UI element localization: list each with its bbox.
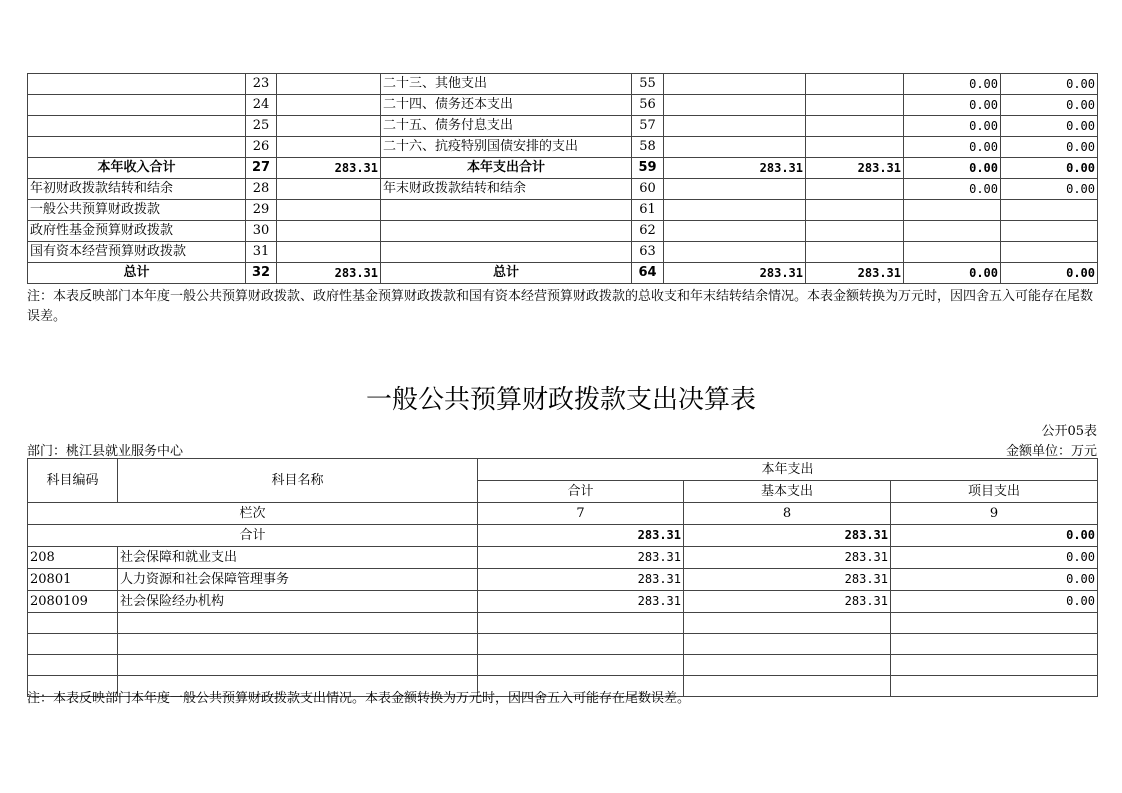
department-label: 部门：桃江县就业服务中心 (27, 444, 184, 459)
income-item-name (28, 116, 246, 137)
subject-name: 人力资源和社会保障管理事务 (118, 569, 478, 591)
page-title: 一般公共预算财政拨款支出决算表 (365, 385, 756, 415)
expense-line-number: 56 (632, 95, 664, 116)
income-line-number: 31 (246, 242, 277, 263)
expense-amount-2 (806, 179, 904, 200)
expense-total: 283.31 (478, 591, 684, 613)
income-amount (277, 221, 381, 242)
sum-total: 283.31 (478, 525, 684, 547)
form-code: 公开05表 (1041, 424, 1097, 439)
table-row (28, 655, 1098, 676)
column-index-row (28, 503, 1098, 525)
subject-name: 社会保障和就业支出 (118, 547, 478, 569)
summary-table-body (28, 74, 1098, 284)
expense-item-name (381, 200, 632, 221)
expense-basic: 283.31 (684, 547, 891, 569)
expense-item-name (381, 242, 632, 263)
expense-project: 0.00 (891, 569, 1098, 591)
expense-amount-2 (806, 137, 904, 158)
expense-amount-4 (1001, 242, 1098, 263)
table-row (28, 242, 1098, 263)
header-project-expense: 项目支出 (891, 481, 1098, 503)
expense-basic: 283.31 (684, 569, 891, 591)
column-index-project: 9 (891, 503, 1098, 525)
revenue-expense-summary-table (27, 73, 1098, 284)
income-amount (277, 137, 381, 158)
income-amount: 283.31 (277, 263, 381, 284)
table-row (28, 116, 1098, 137)
subject-name: 社会保险经办机构 (118, 591, 478, 613)
expense-amount-1 (664, 137, 806, 158)
sum-project: 0.00 (891, 525, 1098, 547)
table2-footnote: 注：本表反映部门本年度一般公共预算财政拨款支出情况。本表金额转换为万元时，因四舍五入可能存在尾数误差。 (27, 691, 691, 706)
expense-amount-3: 0.00 (904, 137, 1001, 158)
income-line-number: 30 (246, 221, 277, 242)
expense-line-number: 55 (632, 74, 664, 95)
income-line-number: 26 (246, 137, 277, 158)
expense-item-name (381, 221, 632, 242)
header-basic-expense: 基本支出 (684, 481, 891, 503)
expense-project (891, 634, 1098, 655)
expense-amount-4: 0.00 (1001, 95, 1098, 116)
table-row (28, 158, 1098, 179)
expense-amount-3 (904, 200, 1001, 221)
expense-total: 283.31 (478, 569, 684, 591)
header-year-expense: 本年支出 (478, 459, 1098, 481)
expense-item-name: 本年支出合计 (381, 158, 632, 179)
expense-amount-2 (806, 242, 904, 263)
income-item-name: 政府性基金预算财政拨款 (28, 221, 246, 242)
table1-footnote: 注：本表反映部门本年度一般公共预算财政拨款、政府性基金预算财政拨款和国有资本经营预算财政拨款的总收支和年末结转结余情况。本表金额转换为万元时，因四舍五入可能存在尾数误差。 (27, 289, 1094, 324)
subject-code (28, 634, 118, 655)
expense-item-name: 二十五、债务付息支出 (381, 116, 632, 137)
expense-amount-1 (664, 200, 806, 221)
income-item-name: 国有资本经营预算财政拨款 (28, 242, 246, 263)
expense-amount-3 (904, 242, 1001, 263)
column-index-total: 7 (478, 503, 684, 525)
expense-amount-4 (1001, 200, 1098, 221)
expense-amount-4: 0.00 (1001, 74, 1098, 95)
expense-amount-3: 0.00 (904, 179, 1001, 200)
expense-item-name: 年末财政拨款结转和结余 (381, 179, 632, 200)
income-amount (277, 95, 381, 116)
expense-project (891, 676, 1098, 697)
subject-name (118, 634, 478, 655)
income-line-number: 24 (246, 95, 277, 116)
expense-amount-4: 0.00 (1001, 137, 1098, 158)
table-row (28, 547, 1098, 569)
income-item-name: 年初财政拨款结转和结余 (28, 179, 246, 200)
expense-total: 283.31 (478, 547, 684, 569)
income-item-name: 总计 (28, 263, 246, 284)
income-item-name (28, 137, 246, 158)
expense-basic (684, 634, 891, 655)
expense-amount-3: 0.00 (904, 116, 1001, 137)
general-budget-expense-table (27, 458, 1098, 697)
expense-amount-2 (806, 200, 904, 221)
income-line-number: 25 (246, 116, 277, 137)
expense-amount-3: 0.00 (904, 95, 1001, 116)
subject-code: 2080109 (28, 591, 118, 613)
income-item-name: 本年收入合计 (28, 158, 246, 179)
income-amount (277, 179, 381, 200)
expense-amount-2: 283.31 (806, 158, 904, 179)
subject-name (118, 613, 478, 634)
expense-basic (684, 655, 891, 676)
subject-name (118, 655, 478, 676)
expense-project: 0.00 (891, 547, 1098, 569)
expense-amount-1: 283.31 (664, 158, 806, 179)
table-row (28, 95, 1098, 116)
expense-amount-1: 283.31 (664, 263, 806, 284)
expense-amount-1 (664, 179, 806, 200)
expense-amount-1 (664, 116, 806, 137)
expense-amount-3: 0.00 (904, 263, 1001, 284)
expense-amount-2 (806, 74, 904, 95)
income-item-name (28, 95, 246, 116)
column-index-basic: 8 (684, 503, 891, 525)
table-row (28, 569, 1098, 591)
income-item-name (28, 74, 246, 95)
header-row (28, 459, 1098, 481)
expense-amount-4: 0.00 (1001, 179, 1098, 200)
subject-code (28, 613, 118, 634)
expense-amount-2 (806, 221, 904, 242)
expense-line-number: 62 (632, 221, 664, 242)
table-row (28, 263, 1098, 284)
income-line-number: 32 (246, 263, 277, 284)
expense-basic (684, 613, 891, 634)
table-row (28, 591, 1098, 613)
expense-amount-2 (806, 116, 904, 137)
expense-amount-3: 0.00 (904, 158, 1001, 179)
sum-label: 合计 (28, 525, 478, 547)
expense-amount-4: 0.00 (1001, 158, 1098, 179)
expense-total (478, 613, 684, 634)
expense-amount-4: 0.00 (1001, 116, 1098, 137)
expense-item-name: 二十四、债务还本支出 (381, 95, 632, 116)
income-item-name: 一般公共预算财政拨款 (28, 200, 246, 221)
expense-amount-2: 283.31 (806, 263, 904, 284)
expense-total (478, 634, 684, 655)
header-total: 合计 (478, 481, 684, 503)
income-amount (277, 242, 381, 263)
income-line-number: 27 (246, 158, 277, 179)
income-amount (277, 74, 381, 95)
expense-amount-4: 0.00 (1001, 263, 1098, 284)
expense-item-name: 二十六、抗疫特别国债安排的支出 (381, 137, 632, 158)
expense-line-number: 59 (632, 158, 664, 179)
expense-line-number: 61 (632, 200, 664, 221)
subject-code: 20801 (28, 569, 118, 591)
expense-line-number: 60 (632, 179, 664, 200)
subject-code: 208 (28, 547, 118, 569)
expense-amount-2 (806, 95, 904, 116)
expense-line-number: 57 (632, 116, 664, 137)
expense-amount-1 (664, 95, 806, 116)
expense-project (891, 613, 1098, 634)
expense-amount-4 (1001, 221, 1098, 242)
expense-amount-3 (904, 221, 1001, 242)
table-row (28, 634, 1098, 655)
expense-line-number: 64 (632, 263, 664, 284)
subject-code (28, 655, 118, 676)
income-amount (277, 116, 381, 137)
table-row (28, 74, 1098, 95)
header-subject-name: 科目名称 (118, 459, 478, 503)
expense-amount-3: 0.00 (904, 74, 1001, 95)
income-line-number: 23 (246, 74, 277, 95)
income-amount: 283.31 (277, 158, 381, 179)
expense-project (891, 655, 1098, 676)
table-row (28, 613, 1098, 634)
table-row (28, 221, 1098, 242)
income-line-number: 29 (246, 200, 277, 221)
sum-basic: 283.31 (684, 525, 891, 547)
expense-line-number: 58 (632, 137, 664, 158)
expense-basic (684, 676, 891, 697)
column-label: 栏次 (28, 503, 478, 525)
table-row (28, 179, 1098, 200)
expense-table-body (28, 547, 1098, 697)
table-row (28, 137, 1098, 158)
expense-amount-1 (664, 74, 806, 95)
expense-amount-1 (664, 242, 806, 263)
amount-unit-label: 金额单位：万元 (1005, 444, 1097, 459)
expense-total (478, 655, 684, 676)
header-subject-code: 科目编码 (28, 459, 118, 503)
table-row (28, 200, 1098, 221)
expense-line-number: 63 (632, 242, 664, 263)
income-amount (277, 200, 381, 221)
expense-amount-1 (664, 221, 806, 242)
sum-row (28, 525, 1098, 547)
expense-project: 0.00 (891, 591, 1098, 613)
expense-basic: 283.31 (684, 591, 891, 613)
income-line-number: 28 (246, 179, 277, 200)
expense-item-name: 总计 (381, 263, 632, 284)
expense-item-name: 二十三、其他支出 (381, 74, 632, 95)
